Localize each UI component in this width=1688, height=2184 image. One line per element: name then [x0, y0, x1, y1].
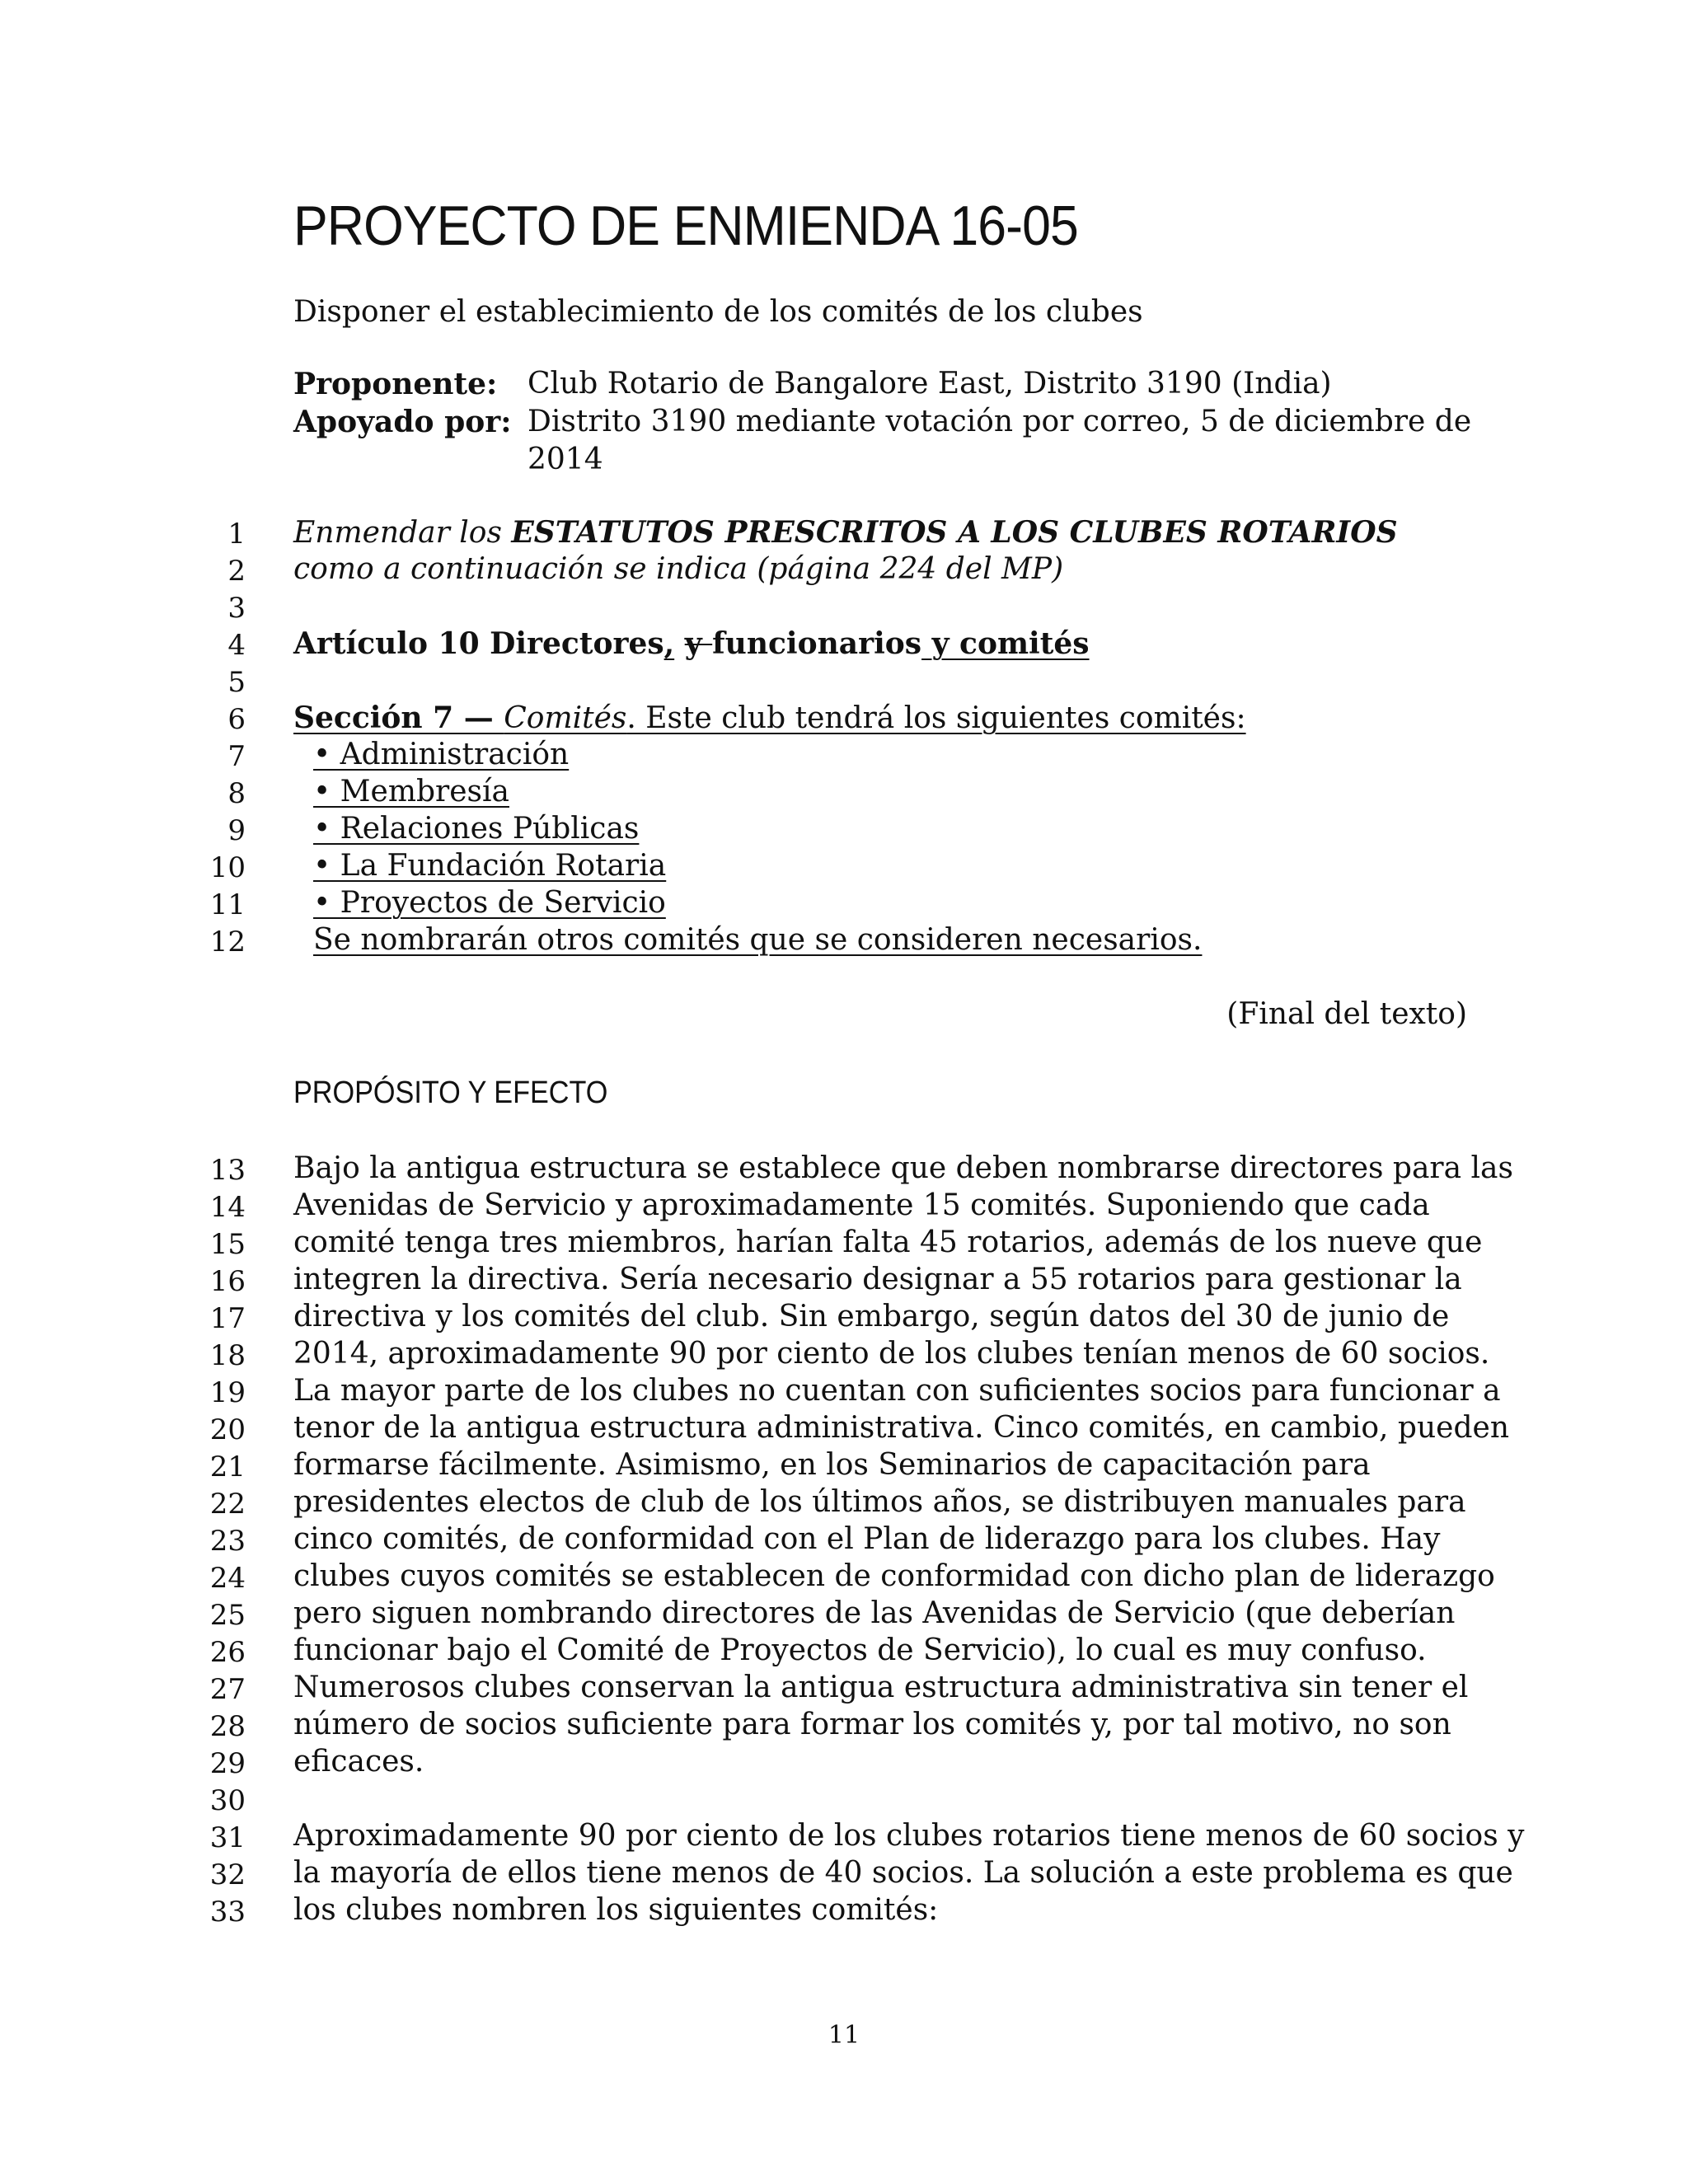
- article-comma-added: ,: [663, 626, 675, 661]
- line-number: 14: [209, 1191, 246, 1224]
- line-number: 17: [209, 1302, 246, 1335]
- line-number: 20: [209, 1413, 246, 1446]
- line-number: 18: [209, 1339, 246, 1372]
- line-number: 8: [227, 777, 246, 810]
- proponent-value: Club Rotario de Bangalore East, Distrito 3190 (India): [528, 367, 1332, 401]
- line-number: 7: [227, 740, 246, 773]
- paragraph-line: clubes cuyos comités se establecen de conformidad con dicho plan de liderazgo: [293, 1559, 1495, 1593]
- line-number: 23: [209, 1525, 246, 1558]
- paragraph-line: pero siguen nombrando directores de las Avenidas de Servicio (que deberían: [293, 1596, 1456, 1630]
- line-number: 21: [209, 1451, 246, 1483]
- line-number: 15: [209, 1228, 246, 1261]
- paragraph-line: Bajo la antigua estructura se establece que deben nombrarse directores para las: [293, 1151, 1513, 1185]
- article-heading: [293, 626, 1090, 661]
- amend-bold-title: ESTATUTOS PRESCRITOS A LOS CLUBES ROTARIOS: [511, 515, 1398, 550]
- article-space: [674, 626, 685, 661]
- line-number: 11: [209, 888, 246, 921]
- line-number: 2: [227, 555, 246, 588]
- committee-item: • Membresía: [313, 775, 509, 808]
- line-number: 29: [209, 1747, 246, 1780]
- amend-intro: Enmendar los: [293, 516, 512, 550]
- committee-item: • Administración: [313, 738, 570, 771]
- line-number: 13: [209, 1154, 246, 1187]
- paragraph-line: formarse fácilmente. Asimismo, en los Seminarios de capacitación para: [293, 1448, 1371, 1482]
- paragraph-line: cinco comités, de conformidad con el Plan de liderazgo para los clubes. Hay: [293, 1522, 1441, 1556]
- paragraph-line: Numerosos clubes conservan la antigua estructura administrativa sin tener el: [293, 1671, 1469, 1704]
- paragraph-line: La mayor parte de los clubes no cuentan con suficientes socios para funcionar a: [293, 1374, 1501, 1408]
- section-italic: Comités: [504, 701, 627, 735]
- line-number: 24: [209, 1562, 246, 1595]
- line-number: 31: [209, 1821, 246, 1854]
- line-number: 30: [209, 1784, 246, 1817]
- paragraph-line: funcionar bajo el Comité de Proyectos de Servicio), lo cual es muy confuso.: [293, 1633, 1427, 1667]
- paragraph-line: Aproximadamente 90 por ciento de los clubes rotarios tiene menos de 60 socios y: [293, 1819, 1525, 1853]
- committee-item: • Relaciones Públicas: [313, 812, 640, 846]
- paragraph-line: 2014, aproximadamente 90 por ciento de los clubes tenían menos de 60 socios.: [293, 1337, 1490, 1371]
- article-added: y comités: [921, 626, 1090, 661]
- line-number: 10: [209, 851, 246, 884]
- line-number: 25: [209, 1599, 246, 1632]
- line-number: 1: [227, 518, 246, 551]
- page-number: 11: [828, 2021, 860, 2050]
- paragraph-line: comité tenga tres miembros, harían falta 45 rotarios, además de los nueve que: [293, 1226, 1483, 1259]
- paragraph-line: presidentes electos de club de los últimos años, se distribuyen manuales para: [293, 1485, 1466, 1519]
- proponent-label: Proponente:: [293, 367, 498, 401]
- line-number: 19: [209, 1376, 246, 1409]
- amend-line-2: como a continuación se indica (página 224 del MP): [293, 552, 1064, 586]
- line-number: 28: [209, 1710, 246, 1743]
- paragraph-line: la mayoría de ellos tiene menos de 40 socios. La solución a este problema es que: [293, 1856, 1513, 1890]
- line-number: 6: [227, 703, 246, 736]
- page-title: PROYECTO DE ENMIENDA 16-05: [293, 194, 1078, 257]
- line-number: 27: [209, 1673, 246, 1706]
- paragraph-line: número de socios suficiente para formar los comités y, por tal motivo, no son: [293, 1708, 1451, 1741]
- line-number: 22: [209, 1488, 246, 1521]
- article-struck: y: [684, 626, 713, 661]
- line-number: 4: [227, 629, 246, 662]
- line-number: 3: [227, 592, 246, 625]
- paragraph-line: directiva y los comités del club. Sin embargo, según datos del 30 de junio de: [293, 1300, 1450, 1333]
- line-number: 16: [209, 1265, 246, 1298]
- paragraph-line: Avenidas de Servicio y aproximadamente 15 comités. Suponiendo que cada: [293, 1188, 1430, 1222]
- subtitle: Disponer el establecimiento de los comités de los clubes: [293, 295, 1143, 329]
- supported-label: Apoyado por:: [293, 405, 512, 439]
- section-rest: . Este club tendrá los siguientes comités:: [626, 701, 1246, 735]
- committee-item: • La Fundación Rotaria: [313, 849, 667, 883]
- supported-value-line2: 2014: [528, 443, 603, 476]
- article-prefix: Artículo 10 Directores: [293, 626, 664, 661]
- paragraph-line: los clubes nombren los siguientes comités:: [293, 1893, 939, 1927]
- line-number: 33: [209, 1896, 246, 1929]
- line-number: 32: [209, 1858, 246, 1891]
- end-of-text: (Final del texto): [1226, 997, 1467, 1031]
- line-number: 5: [227, 666, 246, 699]
- paragraph-line: tenor de la antigua estructura administrativa. Cinco comités, en cambio, pueden: [293, 1411, 1509, 1445]
- paragraph-line: integren la directiva. Sería necesario designar a 55 rotarios para gestionar la: [293, 1263, 1462, 1296]
- line-number: 12: [209, 926, 246, 958]
- committee-item: • Proyectos de Servicio: [313, 886, 666, 920]
- article-mid: funcionarios: [712, 626, 922, 661]
- line-number: 26: [209, 1636, 246, 1669]
- supported-value-line1: Distrito 3190 mediante votación por correo, 5 de diciembre de: [528, 405, 1472, 438]
- amend-line-1: [293, 515, 1398, 550]
- line-number: 9: [227, 814, 246, 847]
- section-line: [293, 701, 1246, 735]
- committees-closing: Se nombrarán otros comités que se consideren necesarios.: [313, 923, 1203, 957]
- purpose-heading: PROPÓSITO Y EFECTO: [293, 1076, 608, 1110]
- paragraph-line: eficaces.: [293, 1745, 424, 1779]
- section-label: Sección 7 —: [293, 701, 504, 735]
